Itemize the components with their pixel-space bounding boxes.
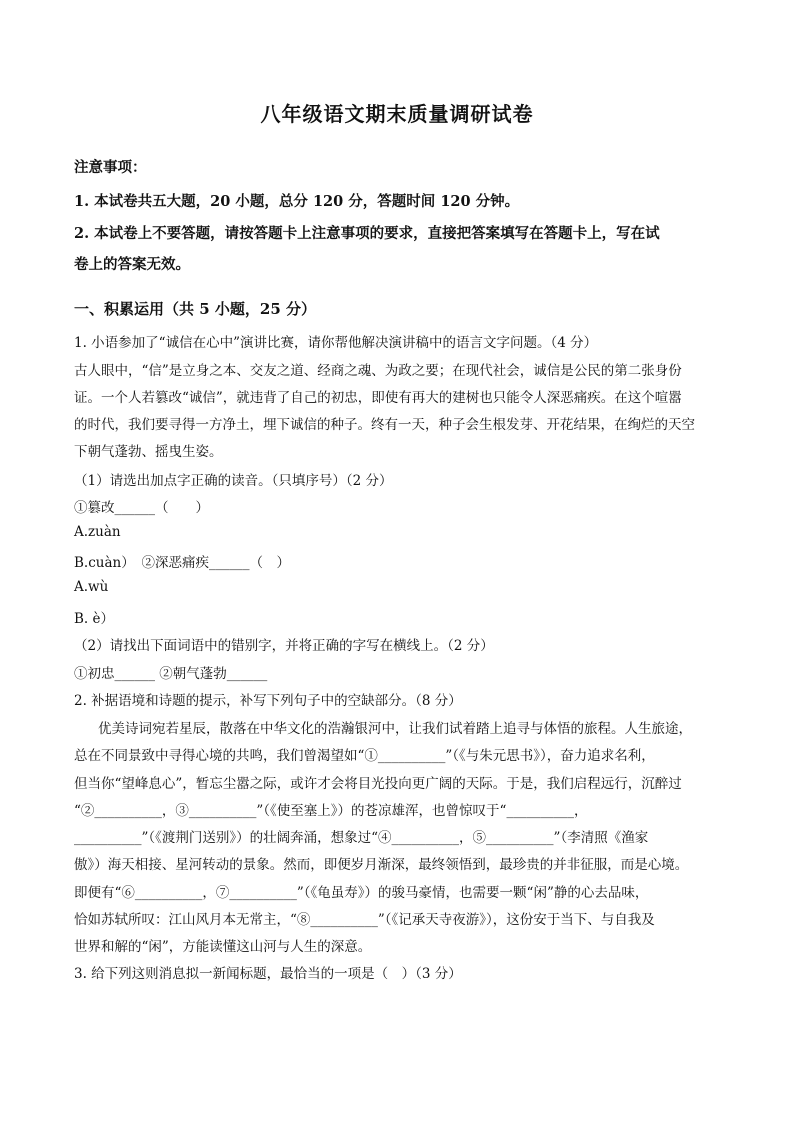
notice-heading: 注意事项： (74, 159, 147, 176)
notice-item-1: 1. 本试卷共五大题，20 小题，总分 120 分，答题时间 120 分钟。 (74, 193, 520, 210)
q2-passage-line: 傲》）海天相接、星河转动的景象。然而，即便岁月渐深，最终领悟到，最珍贵的并非征服，而是心境。 (74, 857, 689, 873)
page-title: 八年级语文期末质量调研试卷 (260, 102, 534, 126)
q1-sub2-answers: ①初忠______ ②朝气蓬勃______ (74, 666, 268, 682)
q1-passage-line: 古人眼中，“信”是立身之本、交友之道、经商之魂、为政之要；在现代社会，诚信是公民的第二张身份 (74, 363, 682, 379)
q1-sub2: （2）请找出下面词语中的错别字，并将正确的字写在横线上。（2 分） (74, 638, 494, 654)
q2-passage-line: 即便有“⑥__________，⑦__________”（《龟虽寿》）的骏马豪情，也需要一颗“闲”静的心去品味， (74, 885, 649, 901)
q1-passage-line: 证。一个人若篡改“诚信”，就违背了自己的初忠，即使有再大的建树也只能令人深恶痛疾。在这个喧嚣 (74, 390, 682, 406)
q1-option: B. è） (74, 611, 114, 627)
q1-sub1: （1）请选出加点字正确的读音。（只填序号）（2 分） (74, 473, 393, 489)
q2-passage-line: 恰如苏轼所叹：江山风月本无常主，“⑧__________”（《记承天寺夜游》），这份安于当下、与自我及 (74, 912, 655, 928)
q2-passage-line: 优美诗词宛若星辰，散落在中华文化的浩瀚银河中，让我们试着踏上追寻与体悟的旅程。人生旅途， (98, 721, 692, 737)
q2-passage-line: 总在不同景致中寻得心境的共鸣，我们曾渴望如“①__________”（《与朱元思书》），奋力追求名利， (74, 748, 655, 764)
q2-passage-line: “②__________，③__________”（《使至塞上》）的苍凉雄浑，也曾惊叹于“__________， (74, 803, 588, 819)
notice-item-2-line-1: 2. 本试卷上不要答题，请按答题卡上注意事项的要求，直接把答案填写在答题卡上，写在试 (74, 225, 660, 242)
q1-option: B.cuàn） ②深恶痛疾______（ ） (74, 555, 290, 571)
q1-sub1-item: ①篡改______（ ） (74, 500, 209, 516)
q1-option: A.zuàn (74, 524, 121, 540)
q1-passage-line: 的时代，我们要寻得一方净土，埋下诚信的种子。终有一天，种子会生根发芽、开花结果，在绚烂的天空 (74, 417, 695, 433)
q1-option: A.wù (74, 579, 109, 595)
q1-stem: 1. 小语参加了“诚信在心中”演讲比赛，请你帮他解决演讲稿中的语言文字问题。（4 分） (74, 335, 598, 351)
notice-item-2-line-2: 卷上的答案无效。 (74, 256, 190, 273)
q1-passage-line: 下朝气蓬勃、摇曳生姿。 (74, 444, 223, 460)
q2-passage-line: 世界和解的“闲”，方能读懂这山河与人生的深意。 (74, 939, 372, 955)
section-heading: 一、积累运用（共 5 小题，25 分） (74, 300, 316, 318)
q3-stem: 3. 给下列这则消息拟一新闻标题，最恰当的一项是（ ）（3 分） (74, 966, 462, 982)
q2-passage-line: __________”（《渡荆门送别》）的壮阔奔涌，想象过“④__________，⑤__________”（李清照《渔家 (74, 830, 649, 846)
q2-passage-line: 但当你“望峰息心”，暂忘尘嚣之际，或许才会将目光投向更广阔的天际。于是，我们启程远行，沉醉过 (74, 776, 682, 792)
q2-stem: 2. 补据语境和诗题的提示，补写下列句子中的空缺部分。（8 分） (74, 693, 462, 709)
